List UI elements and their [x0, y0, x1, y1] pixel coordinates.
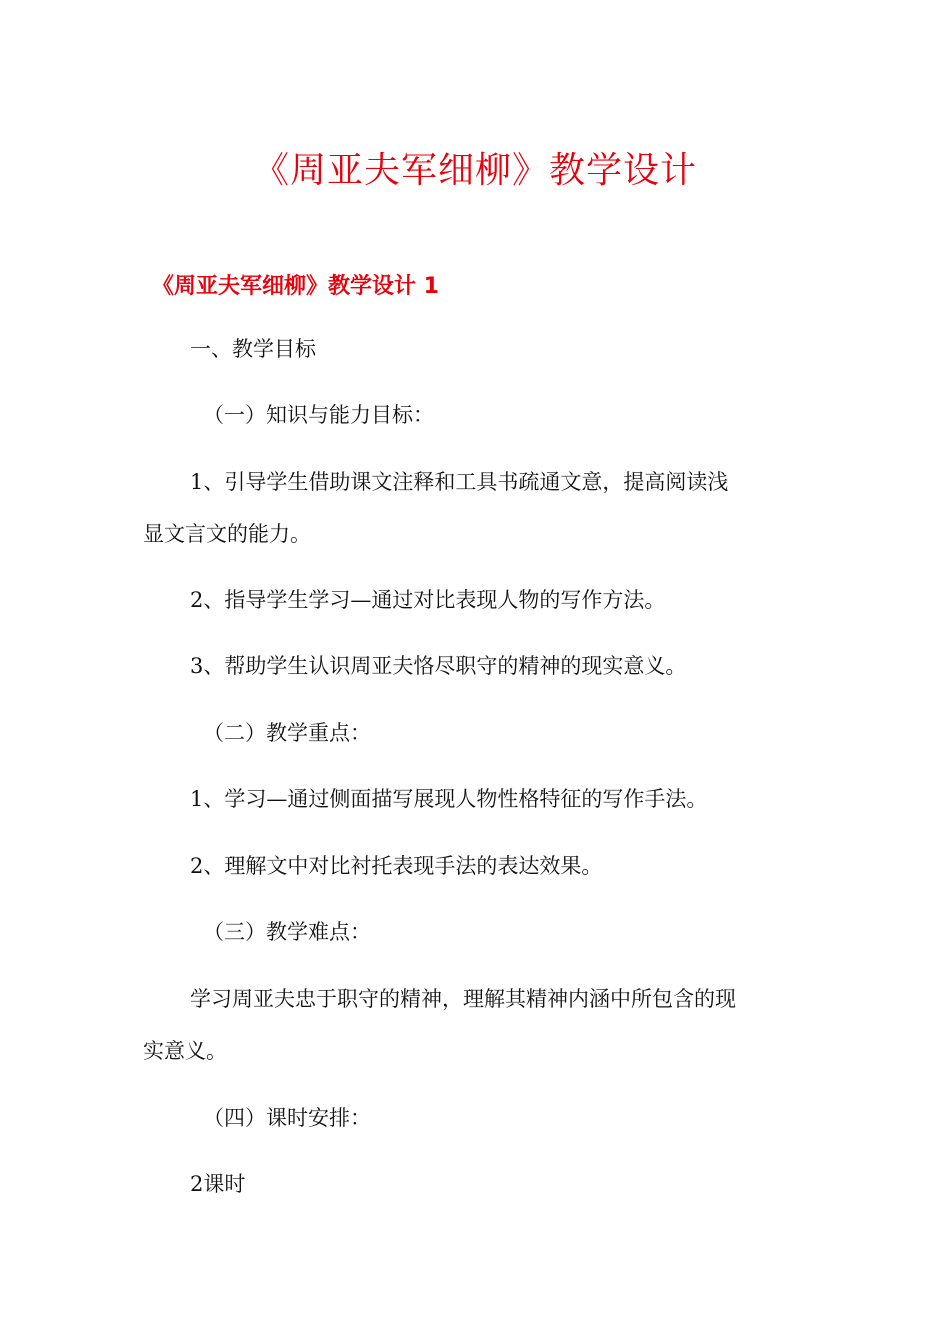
heading-teaching-objectives: 一、教学目标 — [190, 337, 316, 361]
objective-item-2: 2、指导学生学习—通过对比表现人物的写作方法。 — [190, 588, 666, 612]
subheading-key-points: （二）教学重点： — [203, 721, 371, 745]
difficulty-text-continued: 实意义。 — [143, 1039, 227, 1063]
section-heading: 《周亚夫军细柳》教学设计 1 — [152, 274, 439, 299]
key-point-item-1: 1、学习—通过侧面描写展现人物性格特征的写作手法。 — [190, 787, 708, 811]
objective-item-3: 3、帮助学生认识周亚夫恪尽职守的精神的现实意义。 — [190, 654, 687, 678]
subheading-difficulties: （三）教学难点： — [203, 920, 371, 944]
objective-item-1: 1、引导学生借助课文注释和工具书疏通文意，提高阅读浅 — [190, 470, 729, 494]
document-title: 《周亚夫军细柳》教学设计 — [252, 150, 697, 191]
subheading-knowledge-ability: （一）知识与能力目标： — [203, 403, 434, 427]
objective-item-1-continued: 显文言文的能力。 — [143, 522, 311, 546]
difficulty-text: 学习周亚夫忠于职守的精神，理解其精神内涵中所包含的现 — [190, 987, 736, 1011]
class-hours-value: 2课时 — [190, 1172, 246, 1196]
key-point-item-2: 2、理解文中对比衬托表现手法的表达效果。 — [190, 854, 603, 878]
subheading-class-schedule: （四）课时安排： — [203, 1106, 371, 1130]
